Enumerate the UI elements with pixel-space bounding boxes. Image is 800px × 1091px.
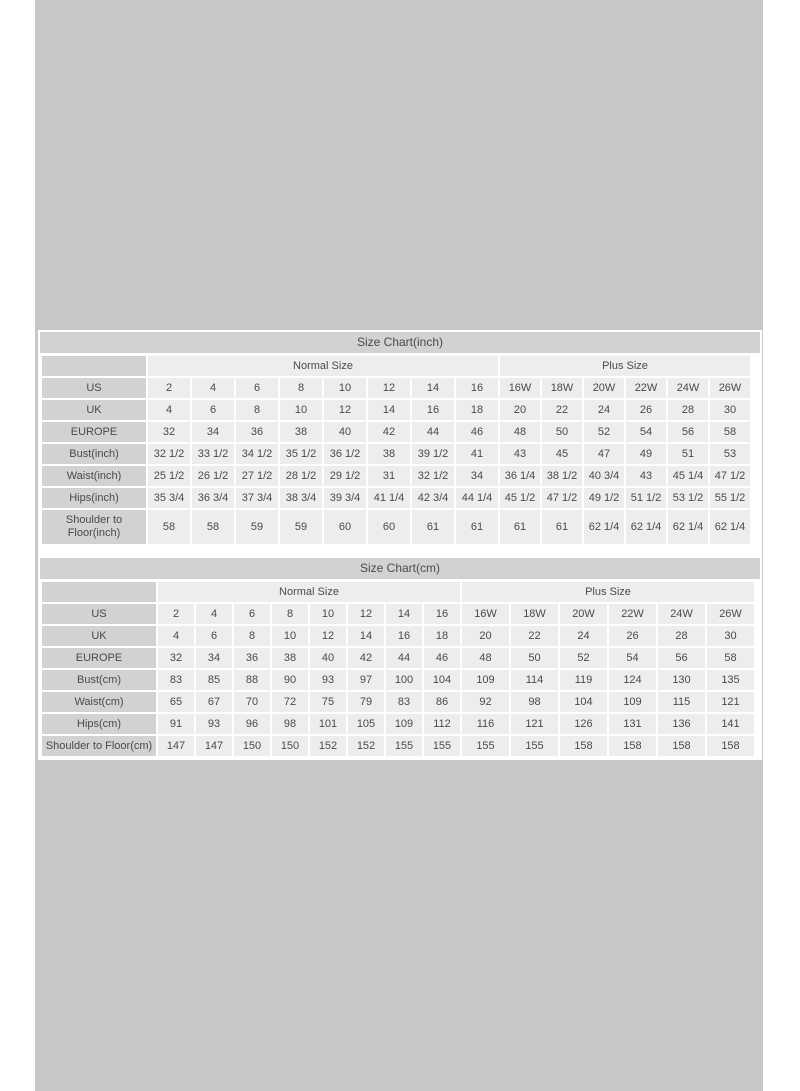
size-value-cell: 8 — [280, 378, 322, 398]
size-value-cell: 86 — [424, 692, 460, 712]
size-value-cell: 105 — [348, 714, 384, 734]
row-label: Hips(cm) — [42, 714, 156, 734]
size-value-cell: 34 — [456, 466, 498, 486]
size-value-cell: 96 — [234, 714, 270, 734]
row-label: Bust(cm) — [42, 670, 156, 690]
size-value-cell: 33 1/2 — [192, 444, 234, 464]
row-label: EUROPE — [42, 648, 156, 668]
size-value-cell: 30 — [707, 626, 754, 646]
size-value-cell: 83 — [158, 670, 194, 690]
size-value-cell: 155 — [386, 736, 422, 756]
size-value-cell: 126 — [560, 714, 607, 734]
normal-size-group-header: Normal Size — [148, 356, 498, 376]
table-row — [42, 648, 754, 668]
size-value-cell: 20 — [462, 626, 509, 646]
size-value-cell: 37 3/4 — [236, 488, 278, 508]
size-value-cell: 93 — [196, 714, 232, 734]
size-value-cell: 6 — [192, 400, 234, 420]
row-label: Waist(inch) — [42, 466, 146, 486]
size-chart-inch-title: Size Chart(inch) — [40, 332, 760, 353]
size-value-cell: 51 1/2 — [626, 488, 666, 508]
size-value-cell: 32 1/2 — [412, 466, 454, 486]
size-value-cell: 97 — [348, 670, 384, 690]
size-value-cell: 155 — [511, 736, 558, 756]
size-value-cell: 4 — [192, 378, 234, 398]
size-value-cell: 22W — [609, 604, 656, 624]
table-row — [42, 670, 754, 690]
size-value-cell: 12 — [348, 604, 384, 624]
size-value-cell: 48 — [500, 422, 540, 442]
size-value-cell: 28 — [668, 400, 708, 420]
size-value-cell: 104 — [560, 692, 607, 712]
table-row — [42, 692, 754, 712]
size-value-cell: 124 — [609, 670, 656, 690]
size-value-cell: 39 3/4 — [324, 488, 366, 508]
size-value-cell: 119 — [560, 670, 607, 690]
size-chart-inch-section — [40, 332, 760, 546]
size-value-cell: 32 — [148, 422, 190, 442]
row-label: UK — [42, 626, 156, 646]
size-value-cell: 62 1/4 — [710, 510, 750, 544]
size-value-cell: 14 — [412, 378, 454, 398]
size-value-cell: 59 — [280, 510, 322, 544]
size-value-cell: 38 — [272, 648, 308, 668]
size-value-cell: 26 1/2 — [192, 466, 234, 486]
size-value-cell: 31 — [368, 466, 410, 486]
size-value-cell: 29 1/2 — [324, 466, 366, 486]
size-value-cell: 36 1/2 — [324, 444, 366, 464]
size-value-cell: 147 — [196, 736, 232, 756]
size-value-cell: 109 — [609, 692, 656, 712]
size-value-cell: 10 — [272, 626, 308, 646]
size-chart-inch-table — [40, 354, 752, 546]
size-value-cell: 41 — [456, 444, 498, 464]
size-value-cell: 85 — [196, 670, 232, 690]
size-value-cell: 35 3/4 — [148, 488, 190, 508]
size-value-cell: 44 — [386, 648, 422, 668]
size-value-cell: 8 — [234, 626, 270, 646]
size-value-cell: 100 — [386, 670, 422, 690]
size-value-cell: 116 — [462, 714, 509, 734]
table-row — [42, 604, 754, 624]
size-value-cell: 54 — [609, 648, 656, 668]
size-value-cell: 135 — [707, 670, 754, 690]
size-value-cell: 25 1/2 — [148, 466, 190, 486]
size-value-cell: 16 — [424, 604, 460, 624]
size-value-cell: 38 — [368, 444, 410, 464]
size-value-cell: 2 — [158, 604, 194, 624]
size-value-cell: 22W — [626, 378, 666, 398]
size-value-cell: 150 — [234, 736, 270, 756]
size-value-cell: 75 — [310, 692, 346, 712]
size-value-cell: 6 — [234, 604, 270, 624]
size-value-cell: 121 — [511, 714, 558, 734]
size-value-cell: 155 — [462, 736, 509, 756]
size-value-cell: 32 1/2 — [148, 444, 190, 464]
table-row — [42, 714, 754, 734]
size-value-cell: 26W — [707, 604, 754, 624]
size-value-cell: 16 — [456, 378, 498, 398]
size-value-cell: 38 1/2 — [542, 466, 582, 486]
size-value-cell: 18W — [542, 378, 582, 398]
size-value-cell: 158 — [707, 736, 754, 756]
corner-cell — [42, 356, 146, 376]
size-value-cell: 24 — [560, 626, 607, 646]
size-value-cell: 53 — [710, 444, 750, 464]
size-value-cell: 14 — [386, 604, 422, 624]
size-value-cell: 42 — [368, 422, 410, 442]
size-value-cell: 44 — [412, 422, 454, 442]
size-value-cell: 55 1/2 — [710, 488, 750, 508]
row-label: Shoulder to Floor(cm) — [42, 736, 156, 756]
size-value-cell: 58 — [707, 648, 754, 668]
row-label: Hips(inch) — [42, 488, 146, 508]
normal-size-group-header: Normal Size — [158, 582, 460, 602]
size-value-cell: 8 — [272, 604, 308, 624]
size-value-cell: 18 — [424, 626, 460, 646]
size-chart-cm-table — [40, 580, 756, 758]
size-value-cell: 56 — [658, 648, 705, 668]
size-value-cell: 79 — [348, 692, 384, 712]
size-value-cell: 147 — [158, 736, 194, 756]
size-value-cell: 60 — [368, 510, 410, 544]
size-value-cell: 136 — [658, 714, 705, 734]
size-value-cell: 18W — [511, 604, 558, 624]
size-value-cell: 45 1/2 — [500, 488, 540, 508]
size-value-cell: 61 — [412, 510, 454, 544]
size-value-cell: 49 — [626, 444, 666, 464]
size-value-cell: 36 — [236, 422, 278, 442]
size-value-cell: 65 — [158, 692, 194, 712]
size-value-cell: 27 1/2 — [236, 466, 278, 486]
size-value-cell: 40 3/4 — [584, 466, 624, 486]
size-value-cell: 48 — [462, 648, 509, 668]
size-value-cell: 6 — [196, 626, 232, 646]
size-value-cell: 45 1/4 — [668, 466, 708, 486]
size-value-cell: 72 — [272, 692, 308, 712]
product-image-area — [35, 0, 763, 1091]
size-value-cell: 158 — [560, 736, 607, 756]
size-value-cell: 45 — [542, 444, 582, 464]
size-value-cell: 121 — [707, 692, 754, 712]
size-value-cell: 101 — [310, 714, 346, 734]
size-value-cell: 46 — [424, 648, 460, 668]
row-label: EUROPE — [42, 422, 146, 442]
size-value-cell: 14 — [348, 626, 384, 646]
size-value-cell: 62 1/4 — [668, 510, 708, 544]
size-value-cell: 115 — [658, 692, 705, 712]
size-value-cell: 24 — [584, 400, 624, 420]
plus-size-group-header: Plus Size — [500, 356, 750, 376]
plus-size-group-header: Plus Size — [462, 582, 754, 602]
size-value-cell: 47 1/2 — [542, 488, 582, 508]
table-row — [42, 444, 750, 464]
size-value-cell: 61 — [456, 510, 498, 544]
size-value-cell: 43 — [500, 444, 540, 464]
size-value-cell: 12 — [368, 378, 410, 398]
size-value-cell: 4 — [148, 400, 190, 420]
size-value-cell: 34 — [196, 648, 232, 668]
size-value-cell: 38 3/4 — [280, 488, 322, 508]
size-value-cell: 130 — [658, 670, 705, 690]
size-value-cell: 50 — [542, 422, 582, 442]
size-value-cell: 67 — [196, 692, 232, 712]
size-value-cell: 58 — [148, 510, 190, 544]
row-label: UK — [42, 400, 146, 420]
size-value-cell: 40 — [324, 422, 366, 442]
size-value-cell: 28 — [658, 626, 705, 646]
size-value-cell: 53 1/2 — [668, 488, 708, 508]
table-row — [42, 488, 750, 508]
size-value-cell: 109 — [386, 714, 422, 734]
size-value-cell: 16W — [462, 604, 509, 624]
size-value-cell: 12 — [324, 400, 366, 420]
size-value-cell: 60 — [324, 510, 366, 544]
size-value-cell: 42 3/4 — [412, 488, 454, 508]
size-value-cell: 35 1/2 — [280, 444, 322, 464]
size-value-cell: 62 1/4 — [584, 510, 624, 544]
size-value-cell: 8 — [236, 400, 278, 420]
size-value-cell: 20W — [584, 378, 624, 398]
size-value-cell: 4 — [158, 626, 194, 646]
size-value-cell: 58 — [192, 510, 234, 544]
size-value-cell: 152 — [348, 736, 384, 756]
size-value-cell: 114 — [511, 670, 558, 690]
corner-cell — [42, 582, 156, 602]
size-value-cell: 16 — [386, 626, 422, 646]
size-value-cell: 47 — [584, 444, 624, 464]
size-value-cell: 4 — [196, 604, 232, 624]
size-value-cell: 30 — [710, 400, 750, 420]
size-value-cell: 51 — [668, 444, 708, 464]
size-value-cell: 28 1/2 — [280, 466, 322, 486]
table-row — [42, 422, 750, 442]
size-value-cell: 20W — [560, 604, 607, 624]
size-value-cell: 26 — [609, 626, 656, 646]
table-row — [42, 400, 750, 420]
size-value-cell: 150 — [272, 736, 308, 756]
size-value-cell: 34 1/2 — [236, 444, 278, 464]
size-value-cell: 6 — [236, 378, 278, 398]
size-value-cell: 16 — [412, 400, 454, 420]
row-label: Waist(cm) — [42, 692, 156, 712]
table-row — [42, 736, 754, 756]
size-value-cell: 104 — [424, 670, 460, 690]
size-value-cell: 91 — [158, 714, 194, 734]
size-value-cell: 62 1/4 — [626, 510, 666, 544]
size-value-cell: 34 — [192, 422, 234, 442]
size-value-cell: 141 — [707, 714, 754, 734]
size-value-cell: 56 — [668, 422, 708, 442]
size-chart-cm-section — [40, 558, 760, 758]
size-value-cell: 52 — [584, 422, 624, 442]
table-row — [42, 466, 750, 486]
size-value-cell: 93 — [310, 670, 346, 690]
size-value-cell: 10 — [324, 378, 366, 398]
size-value-cell: 46 — [456, 422, 498, 442]
size-value-cell: 88 — [234, 670, 270, 690]
size-value-cell: 158 — [658, 736, 705, 756]
size-value-cell: 26W — [710, 378, 750, 398]
table-row — [42, 510, 750, 544]
size-value-cell: 61 — [542, 510, 582, 544]
size-value-cell: 36 1/4 — [500, 466, 540, 486]
size-value-cell: 98 — [272, 714, 308, 734]
row-label: Bust(inch) — [42, 444, 146, 464]
size-value-cell: 12 — [310, 626, 346, 646]
size-chart-cm-title: Size Chart(cm) — [40, 558, 760, 579]
size-value-cell: 41 1/4 — [368, 488, 410, 508]
size-charts-panel — [38, 330, 762, 760]
size-value-cell: 58 — [710, 422, 750, 442]
size-value-cell: 131 — [609, 714, 656, 734]
size-value-cell: 158 — [609, 736, 656, 756]
size-value-cell: 92 — [462, 692, 509, 712]
size-value-cell: 39 1/2 — [412, 444, 454, 464]
size-value-cell: 40 — [310, 648, 346, 668]
size-value-cell: 26 — [626, 400, 666, 420]
size-value-cell: 22 — [511, 626, 558, 646]
size-value-cell: 54 — [626, 422, 666, 442]
size-value-cell: 109 — [462, 670, 509, 690]
size-value-cell: 47 1/2 — [710, 466, 750, 486]
row-label: US — [42, 378, 146, 398]
size-value-cell: 70 — [234, 692, 270, 712]
size-value-cell: 32 — [158, 648, 194, 668]
size-value-cell: 83 — [386, 692, 422, 712]
size-value-cell: 90 — [272, 670, 308, 690]
size-value-cell: 14 — [368, 400, 410, 420]
table-row — [42, 626, 754, 646]
size-value-cell: 36 — [234, 648, 270, 668]
size-value-cell: 152 — [310, 736, 346, 756]
size-value-cell: 38 — [280, 422, 322, 442]
size-value-cell: 36 3/4 — [192, 488, 234, 508]
size-value-cell: 43 — [626, 466, 666, 486]
size-value-cell: 22 — [542, 400, 582, 420]
size-value-cell: 10 — [280, 400, 322, 420]
row-label: Shoulder to Floor(inch) — [42, 510, 146, 544]
size-value-cell: 49 1/2 — [584, 488, 624, 508]
size-value-cell: 98 — [511, 692, 558, 712]
size-value-cell: 52 — [560, 648, 607, 668]
size-value-cell: 2 — [148, 378, 190, 398]
size-value-cell: 112 — [424, 714, 460, 734]
size-value-cell: 155 — [424, 736, 460, 756]
table-row — [42, 378, 750, 398]
size-value-cell: 59 — [236, 510, 278, 544]
size-value-cell: 10 — [310, 604, 346, 624]
size-value-cell: 24W — [668, 378, 708, 398]
size-value-cell: 44 1/4 — [456, 488, 498, 508]
size-value-cell: 50 — [511, 648, 558, 668]
row-label: US — [42, 604, 156, 624]
size-value-cell: 16W — [500, 378, 540, 398]
size-value-cell: 18 — [456, 400, 498, 420]
size-value-cell: 61 — [500, 510, 540, 544]
size-value-cell: 42 — [348, 648, 384, 668]
size-value-cell: 24W — [658, 604, 705, 624]
size-value-cell: 20 — [500, 400, 540, 420]
